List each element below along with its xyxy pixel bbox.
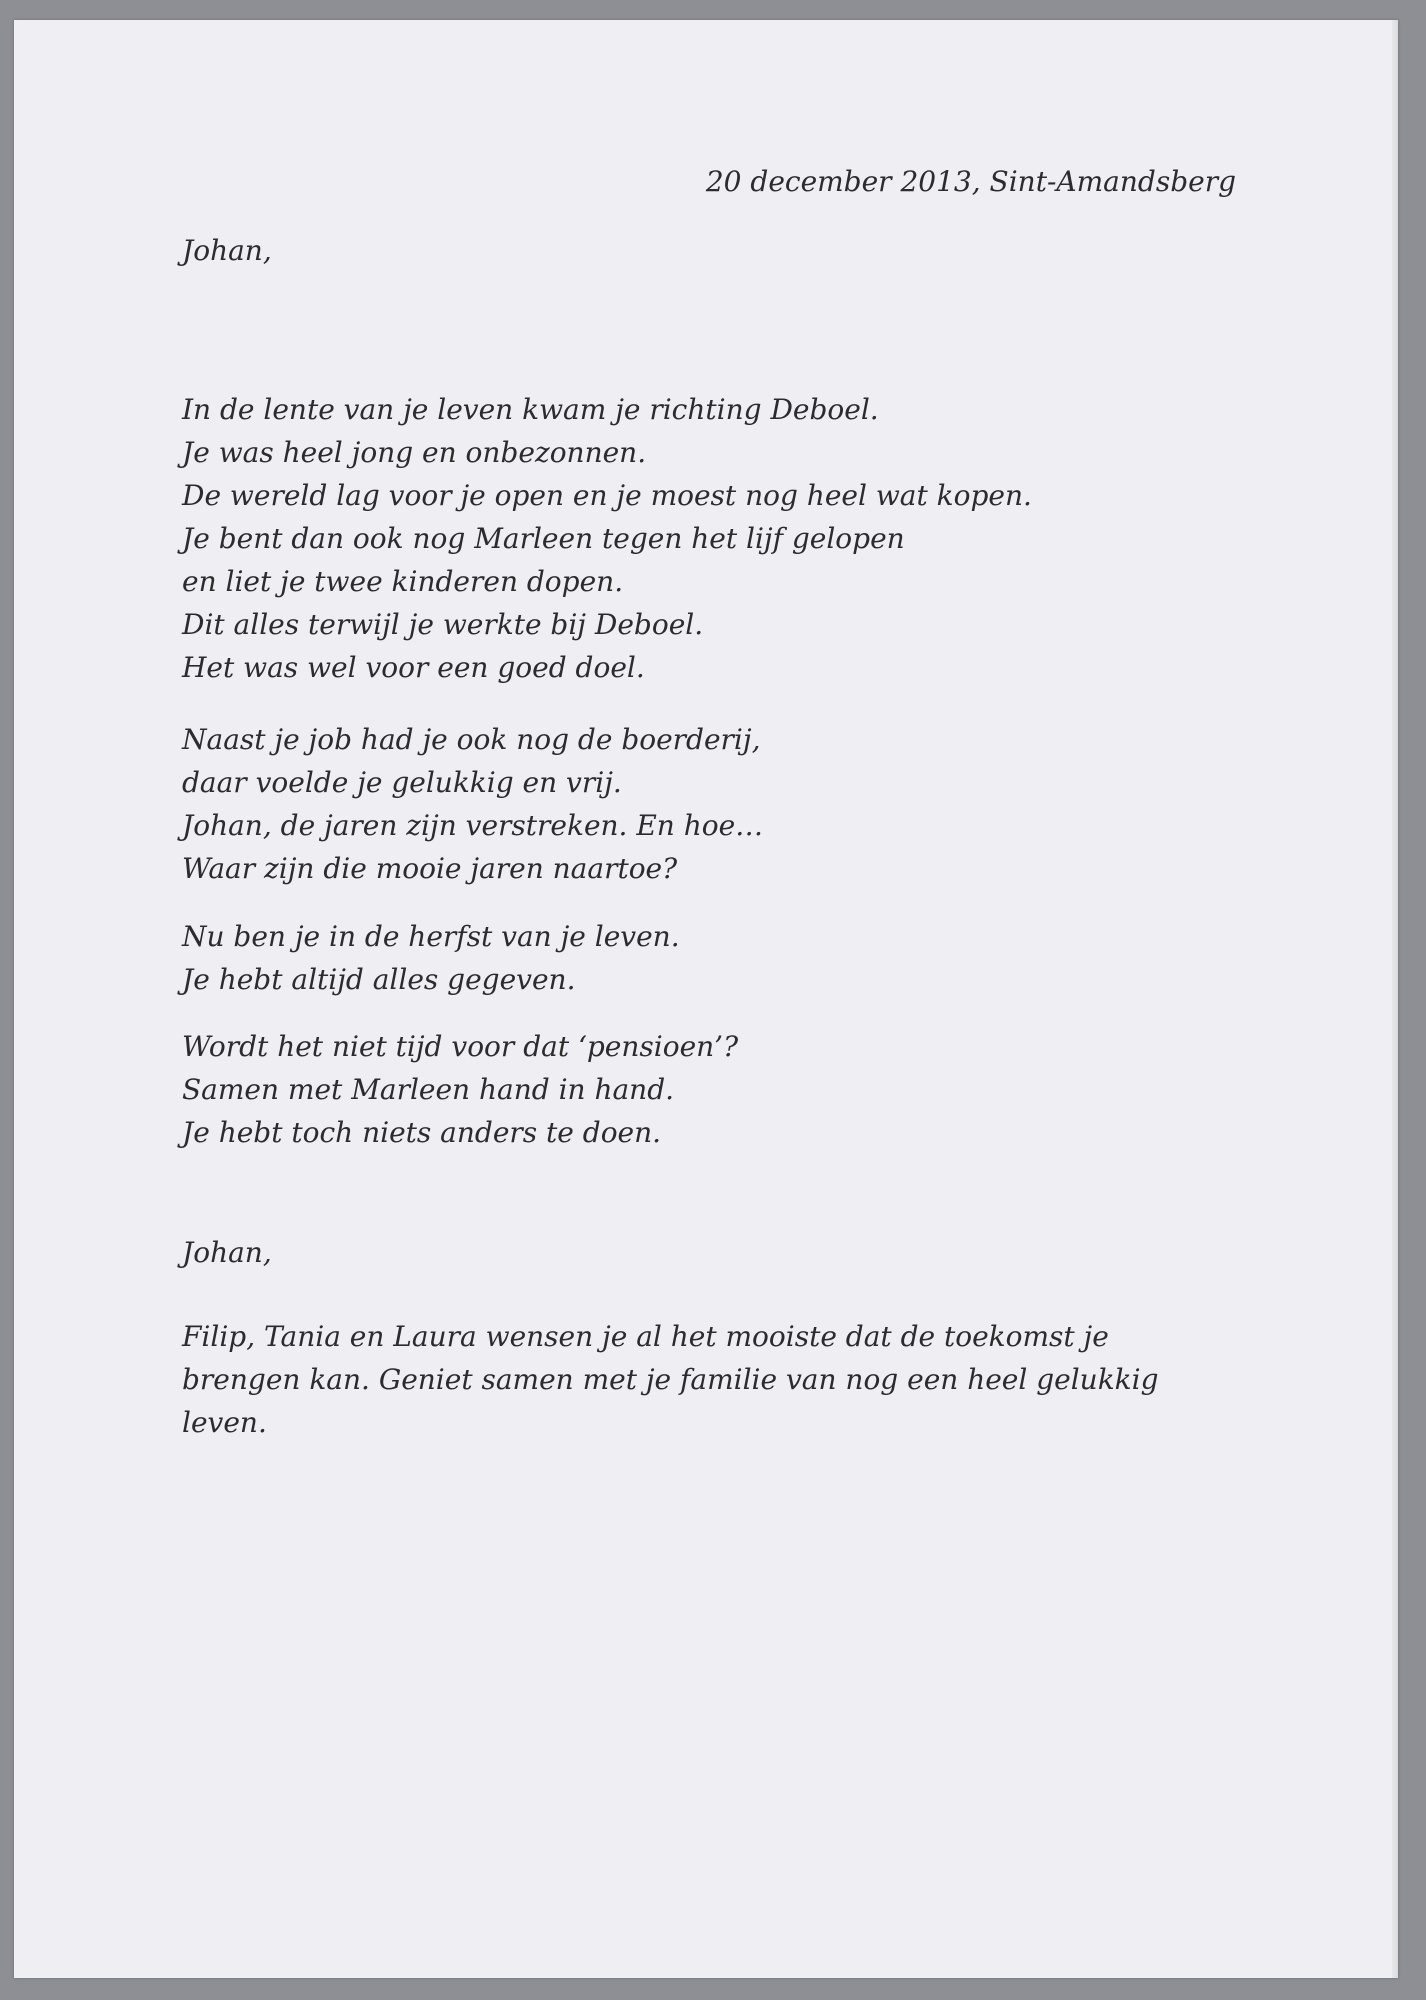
- poem-line: Het was wel voor een goed doel.: [182, 651, 645, 684]
- poem-line: Waar zijn die mooie jaren naartoe?: [182, 852, 678, 885]
- letter-date-place: 20 december 2013, Sint-Amandsberg: [705, 165, 1236, 198]
- closing-paragraph: Filip, Tania en Laura wensen je al het mooiste dat de toekomst je brengen kan. Geniet samen met je familie van nog een heel gelukkig leven.: [182, 1320, 1159, 1439]
- poem-line: Wordt het niet tijd voor dat ‘pensioen’?: [182, 1030, 739, 1063]
- poem-line: Dit alles terwijl je werkte bij Deboel.: [182, 608, 704, 641]
- paper-edge: [1392, 20, 1398, 1978]
- poem-line: In de lente van je leven kwam je richting Deboel.: [182, 393, 879, 426]
- poem-line: De wereld lag voor je open en je moest nog heel wat kopen.: [182, 479, 1032, 512]
- poem-stanza-2: [182, 718, 763, 890]
- poem-line: Je hebt altijd alles gegeven.: [182, 963, 576, 996]
- poem-stanza-1: [182, 388, 1032, 689]
- poem-line: Je bent dan ook nog Marleen tegen het lijf gelopen: [182, 522, 905, 555]
- poem-line: Johan, de jaren zijn verstreken. En hoe…: [182, 809, 764, 842]
- poem-stanza-4: [182, 1025, 738, 1154]
- poem-line: Je was heel jong en onbezonnen.: [182, 436, 647, 469]
- poem-stanza-3: [182, 915, 680, 1001]
- poem-line: Nu ben je in de herfst van je leven.: [182, 920, 680, 953]
- poem-line: daar voelde je gelukkig en vrij.: [182, 766, 622, 799]
- closing-salutation: Johan,: [182, 1236, 272, 1269]
- poem-line: en liet je twee kinderen dopen.: [182, 565, 624, 598]
- poem-line: Samen met Marleen hand in hand.: [182, 1073, 675, 1106]
- salutation: Johan,: [182, 234, 272, 267]
- poem-line: Je hebt toch niets anders te doen.: [182, 1116, 662, 1149]
- poem-line: Naast je job had je ook nog de boerderij,: [182, 723, 761, 756]
